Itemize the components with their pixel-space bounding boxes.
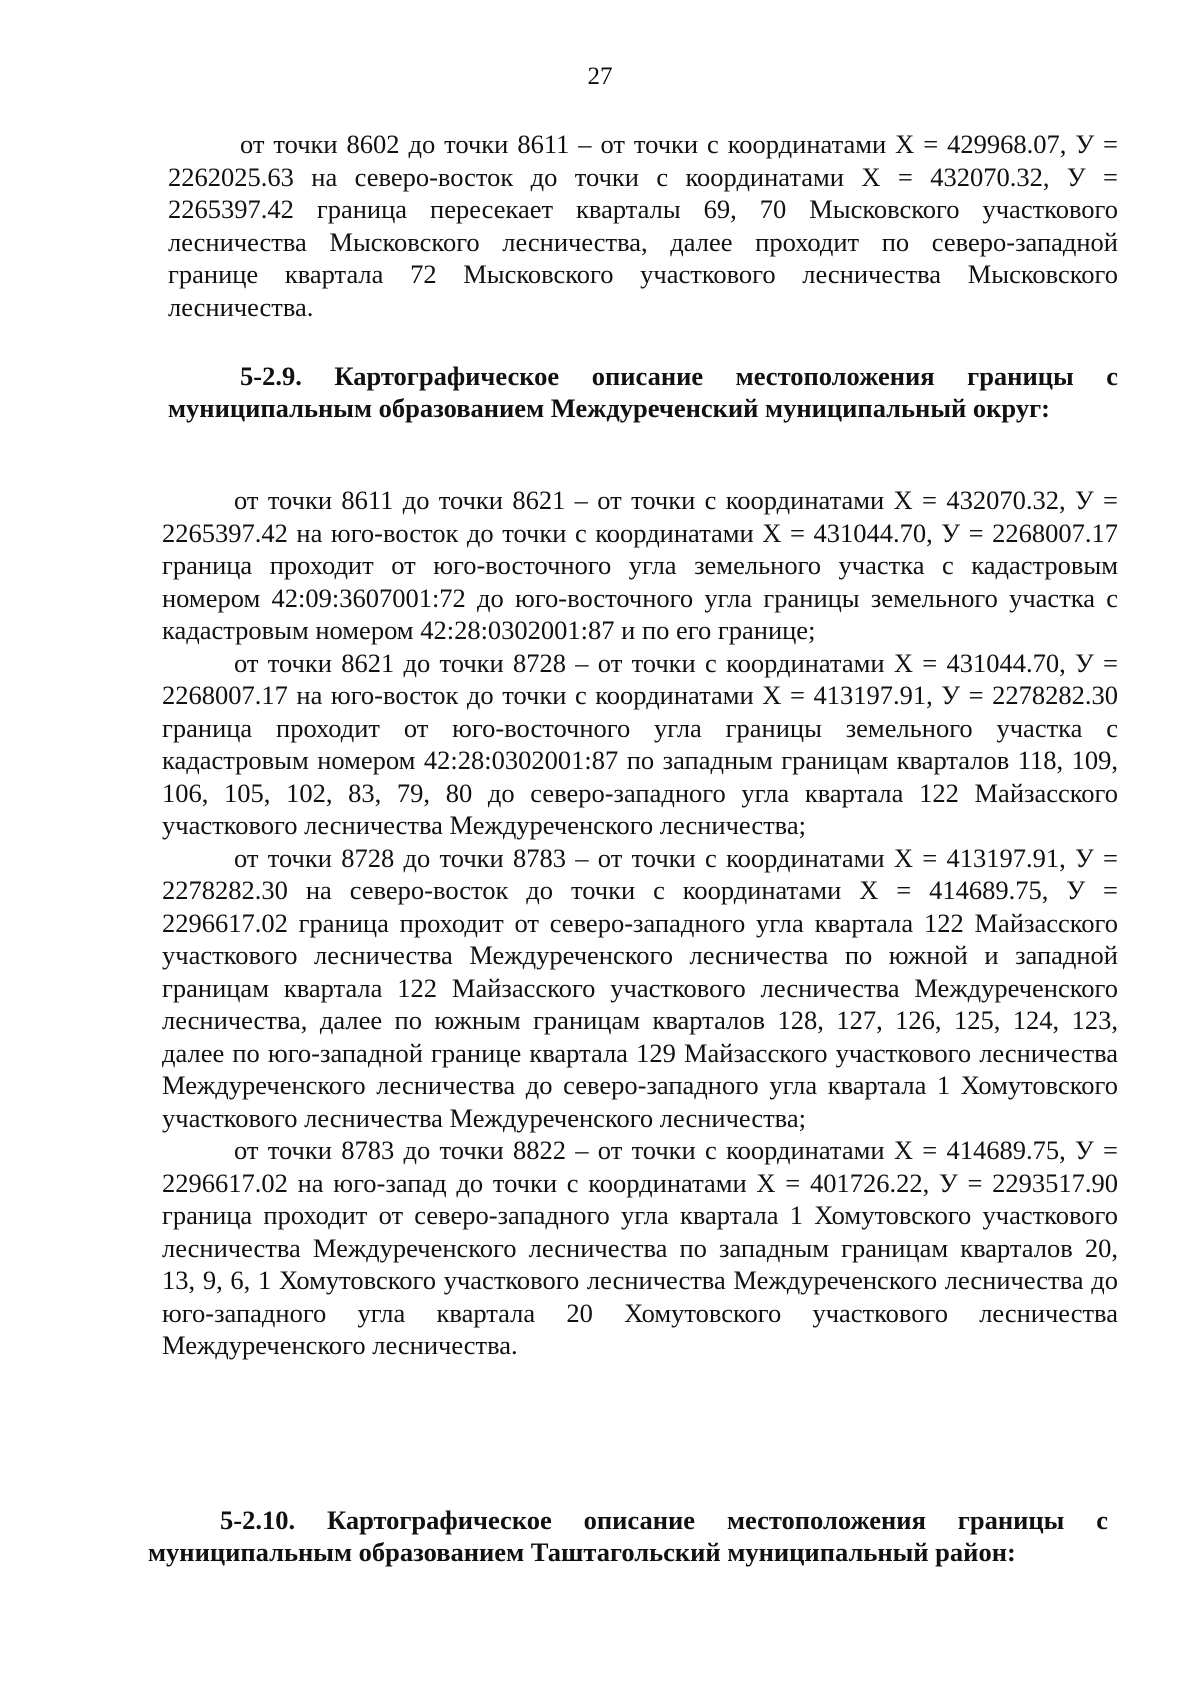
- paragraph-8611-8621: от точки 8611 до точки 8621 – от точки с координатами Х = 432070.32, У = 2265397.42 на юго-восток до точки с координатами Х = 431044.70, У = 2268007.17 граница проходит от юго-восточного угла земельного участка с кадастровым номером 42:09:3607001:72 до юго-восточного угла границы земельного участка с кадастровым номером 42:28:0302001:87 и по его границе;: [162, 485, 1118, 645]
- paragraph-8621-8728: от точки 8621 до точки 8728 – от точки с координатами Х = 431044.70, У = 2268007.17 на юго-восток до точки с координатами Х = 413197.91, У = 2278282.30 граница проходит от юго-восточного угла границы земельного участка с кадастровым номером 42:28:0302001:87 по западным границам кварталов 118, 109, 106, 105, 102, 83, 79, 80 до северо-западного угла квартала 122 Майзасского участкового лесничества Междуреченского лесничества;: [162, 647, 1118, 840]
- section-heading-5-2-9: 5-2.9. Картографическое описание местоположения границы с муниципальным образованием Междуреченский муниципальный округ:: [168, 361, 1118, 423]
- paragraph-8728-8783: от точки 8728 до точки 8783 – от точки с координатами Х = 413197.91, У = 2278282.30 на северо-восток до точки с координатами Х = 414689.75, У = 2296617.02 граница проходит от северо-западного угла квартала 122 Майзасского участкового лесничества Междуреченского лесничества по южной и западной границам квартала 122 Майзасского участкового лесничества Междуреченского лесничества, далее по южным границам кварталов 128, 127, 126, 125, 124, 123, далее по юго-западной границе квартала 129 Майзасского участкового лесничества Междуреченского лесничества до северо-западного угла квартала 1 Хомутовского участкового лесничества Междуреченского лесничества;: [162, 842, 1118, 1133]
- intro-text-block: [168, 128, 1118, 323]
- page-number: 27: [587, 63, 613, 90]
- paragraph-8783-8822: от точки 8783 до точки 8822 – от точки с координатами Х = 414689.75, У = 2296617.02 на юго-запад до точки с координатами Х = 401726.22, У = 2293517.90 граница проходит от северо-западного угла квартала 1 Хомутовского участкового лесничества Междуреченского лесничества по западным границам кварталов 20, 13, 9, 6, 1 Хомутовского участкового лесничества Междуреченского лесничества до юго-западного угла квартала 20 Хомутовского участкового лесничества Междуреченского лесничества.: [162, 1135, 1118, 1360]
- paragraph-8602-8611: от точки 8602 до точки 8611 – от точки с координатами Х = 429968.07, У = 2262025.63 на северо-восток до точки с координатами Х = 432070.32, У = 2265397.42 граница пересекает кварталы 69, 70 Мысковского участкового лесничества Мысковского лесничества, далее проходит по северо-западной границе квартала 72 Мысковского участкового лесничества Мысковского лесничества.: [168, 129, 1118, 322]
- section-heading-5-2-10: 5-2.10. Картографическое описание местоположения границы с муниципальным образованием Таштагольский муниципальный район:: [148, 1505, 1108, 1567]
- section-5-2-9-body: [162, 484, 1118, 1362]
